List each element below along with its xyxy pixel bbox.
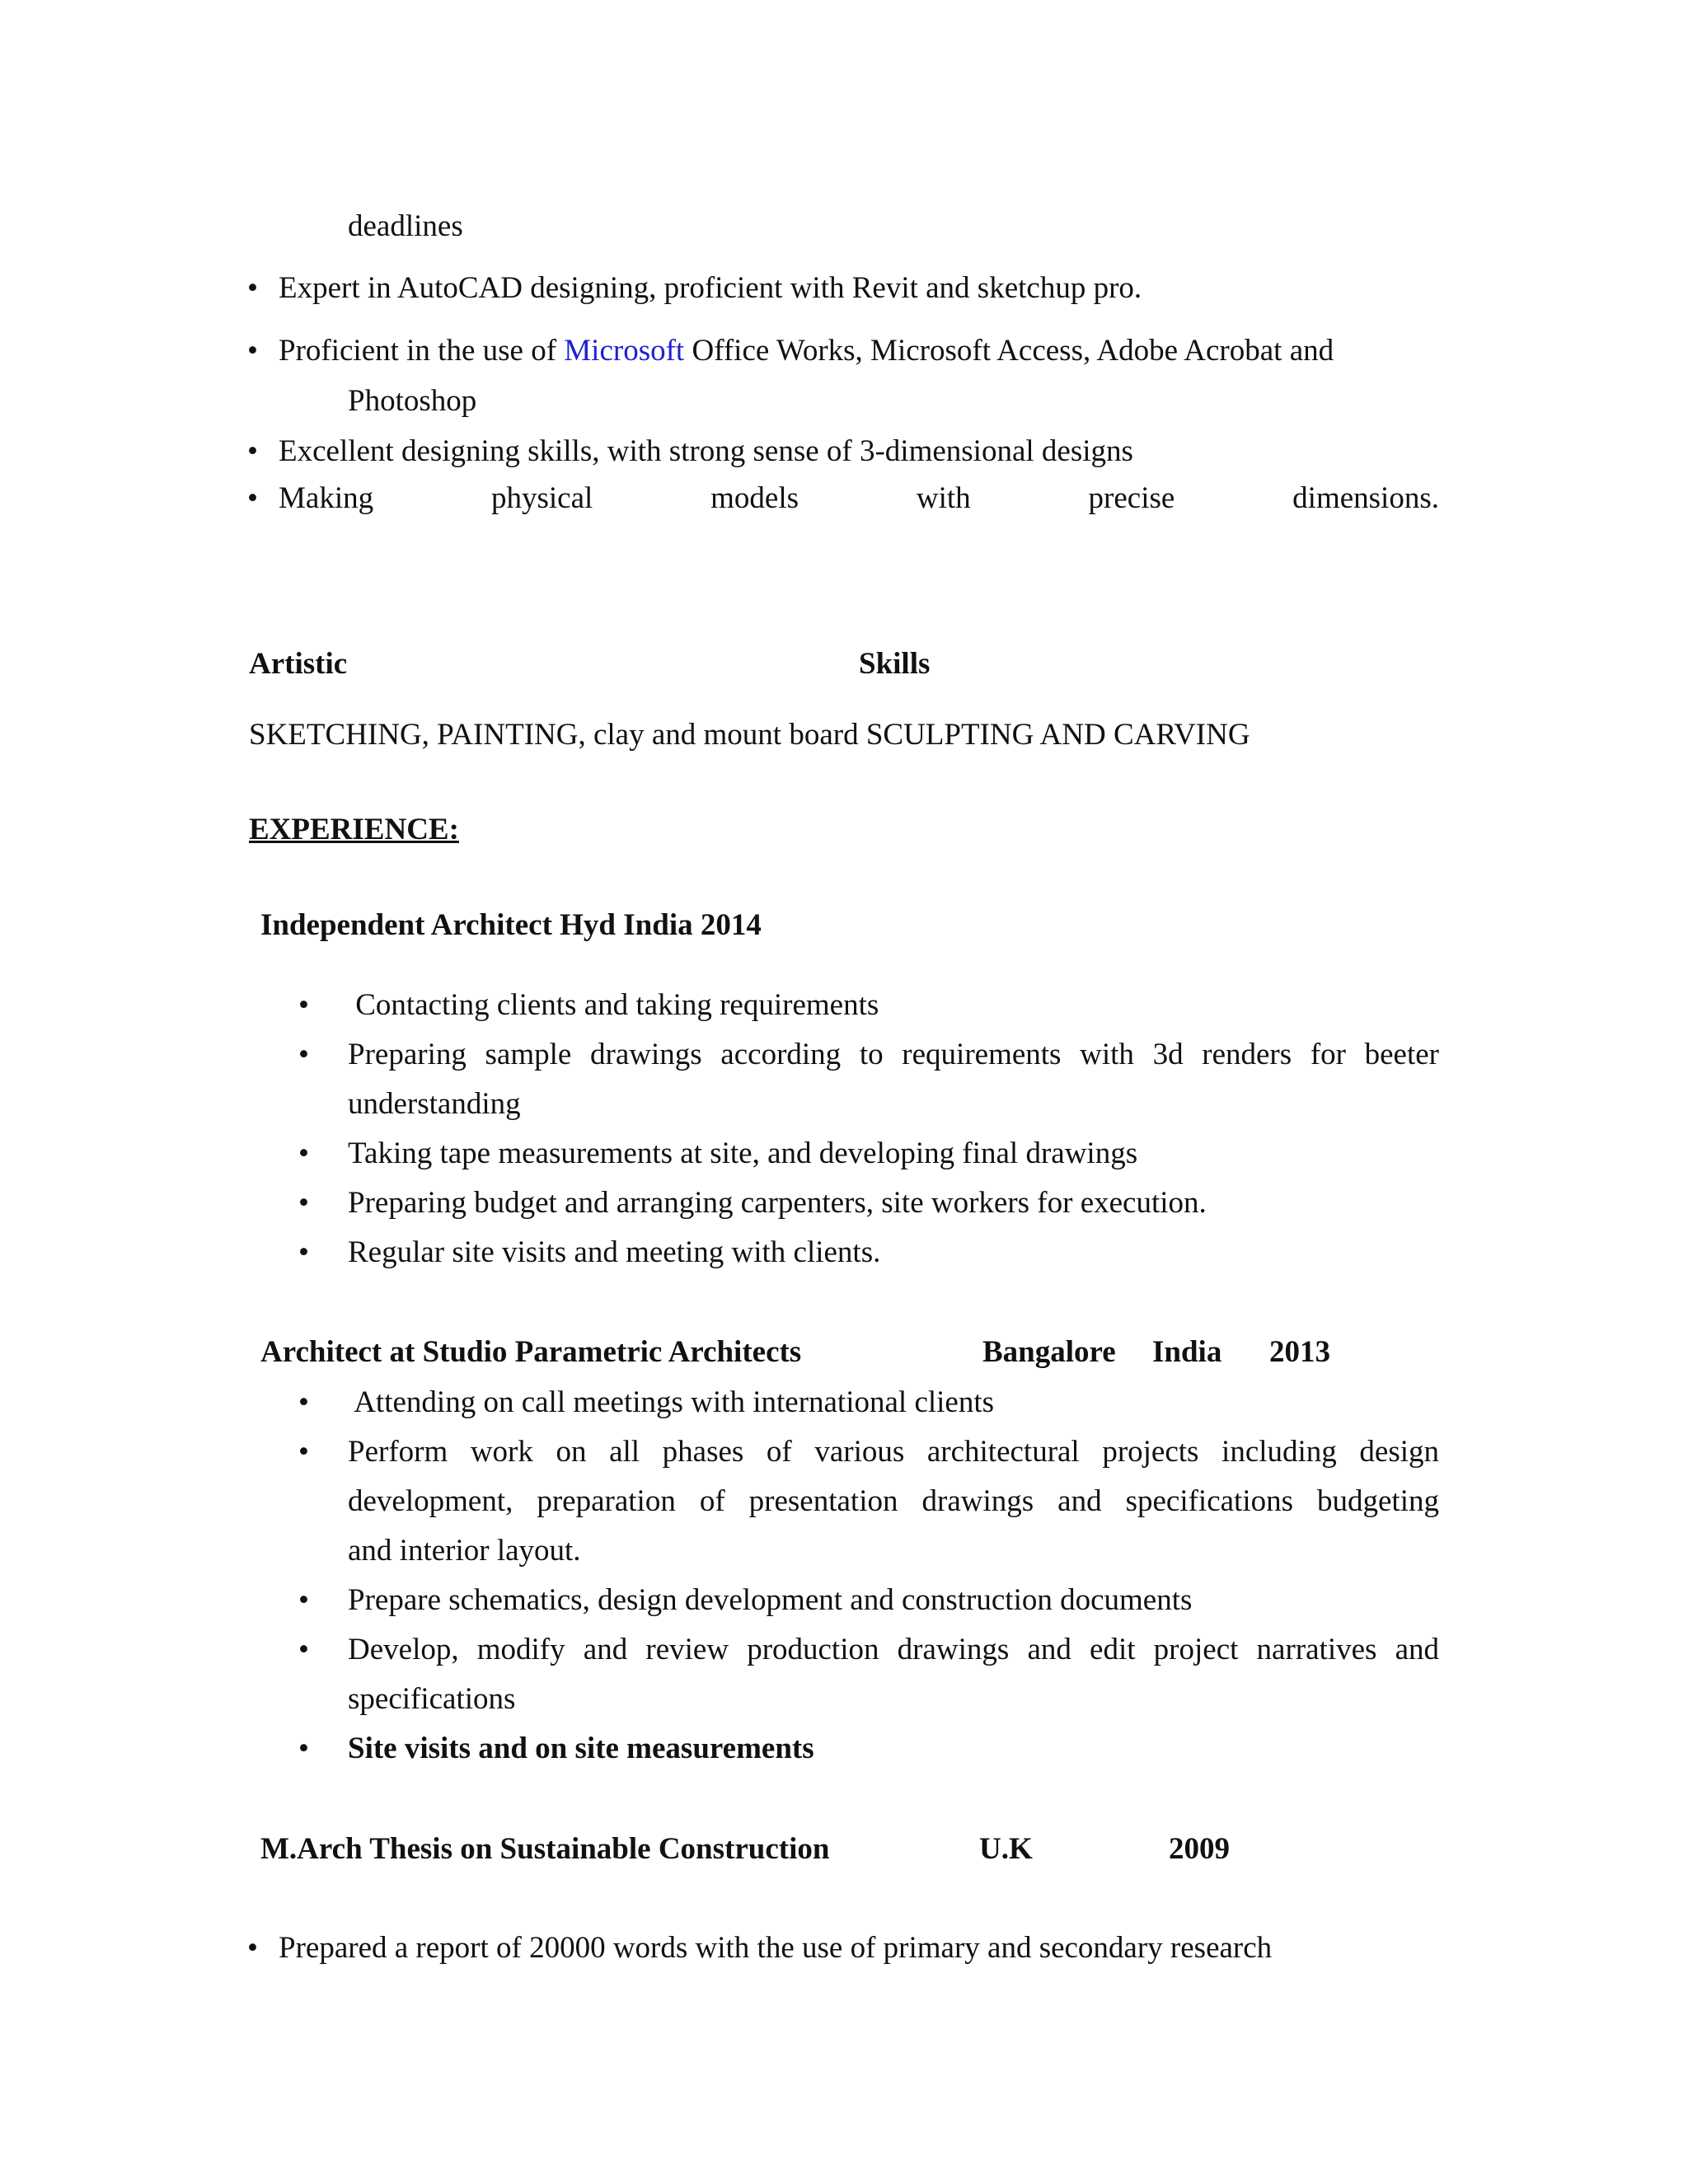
job-country: India <box>1152 1335 1222 1369</box>
bullet-icon: • <box>247 334 258 368</box>
bullet-icon: • <box>298 1435 309 1469</box>
job-bullet: Preparing budget and arranging carpenters, site workers for execution. <box>348 1186 1207 1220</box>
bullet-icon: • <box>298 1186 309 1220</box>
bullet-icon: • <box>298 1137 309 1170</box>
job-title: M.Arch Thesis on Sustainable Construction <box>260 1832 830 1866</box>
job-bullet-continuation: specifications <box>348 1682 516 1716</box>
job-bullet: Attending on call meetings with international clients <box>348 1385 995 1419</box>
skills-continuation: deadlines <box>348 209 463 243</box>
job-title: Architect at Studio Parametric Architects <box>260 1335 802 1369</box>
artistic-heading-right: Skills <box>859 647 931 681</box>
skill-item: Proficient in the use of Microsoft Office Works, Microsoft Access, Adobe Acrobat and <box>279 334 1334 368</box>
job-bullet: Site visits and on site measurements <box>348 1732 814 1765</box>
job-bullet: Prepared a report of 20000 words with the use of primary and secondary research <box>279 1931 1273 1965</box>
job-bullet: Contacting clients and taking requirements <box>348 988 879 1022</box>
job-year: 2013 <box>1269 1335 1330 1369</box>
microsoft-link[interactable]: Microsoft <box>564 334 685 368</box>
skill-item-continuation: Photoshop <box>348 384 477 418</box>
job-bullet-continuation: understanding <box>348 1087 521 1121</box>
bullet-icon: • <box>298 1385 309 1419</box>
bullet-icon: • <box>247 271 258 305</box>
bullet-icon: • <box>298 1633 309 1666</box>
job-bullet: Preparing sample drawings according to requirements with 3d renders for beeter <box>348 1038 1439 1071</box>
job-bullet-continuation: and interior layout. <box>348 1534 581 1568</box>
job-bullet: Develop, modify and review production drawings and edit project narratives and <box>348 1633 1439 1666</box>
bullet-icon: • <box>298 988 309 1022</box>
artistic-skills-text: SKETCHING, PAINTING, clay and mount board SCULPTING AND CARVING <box>249 718 1250 752</box>
job-bullet: Taking tape measurements at site, and developing final drawings <box>348 1137 1138 1170</box>
skill-item: Excellent designing skills, with strong sense of 3-dimensional designs <box>279 434 1133 468</box>
experience-heading: EXPERIENCE: <box>249 813 459 846</box>
skill-item: Expert in AutoCAD designing, proficient with Revit and sketchup pro. <box>279 271 1142 305</box>
job-location: U.K <box>979 1832 1033 1866</box>
job-bullet: Regular site visits and meeting with clients. <box>348 1235 881 1269</box>
artistic-heading-left: Artistic <box>249 647 348 681</box>
bullet-icon: • <box>247 481 258 515</box>
job-year: 2009 <box>1169 1832 1230 1866</box>
job-bullet: Perform work on all phases of various architectural projects including design <box>348 1435 1439 1469</box>
bullet-icon: • <box>247 1931 258 1965</box>
skill-item-justified: Making physical models with precise dimensions. <box>279 481 1439 515</box>
bullet-icon: • <box>298 1732 309 1765</box>
bullet-icon: • <box>298 1583 309 1617</box>
bullet-icon: • <box>247 434 258 468</box>
bullet-icon: • <box>298 1038 309 1071</box>
job-title: Independent Architect Hyd India 2014 <box>260 908 762 942</box>
job-location: Bangalore <box>982 1335 1116 1369</box>
job-bullet-continuation: development, preparation of presentation drawings and specifications budgeting <box>348 1484 1439 1518</box>
job-bullet: Prepare schematics, design development and construction documents <box>348 1583 1193 1617</box>
bullet-icon: • <box>298 1235 309 1269</box>
